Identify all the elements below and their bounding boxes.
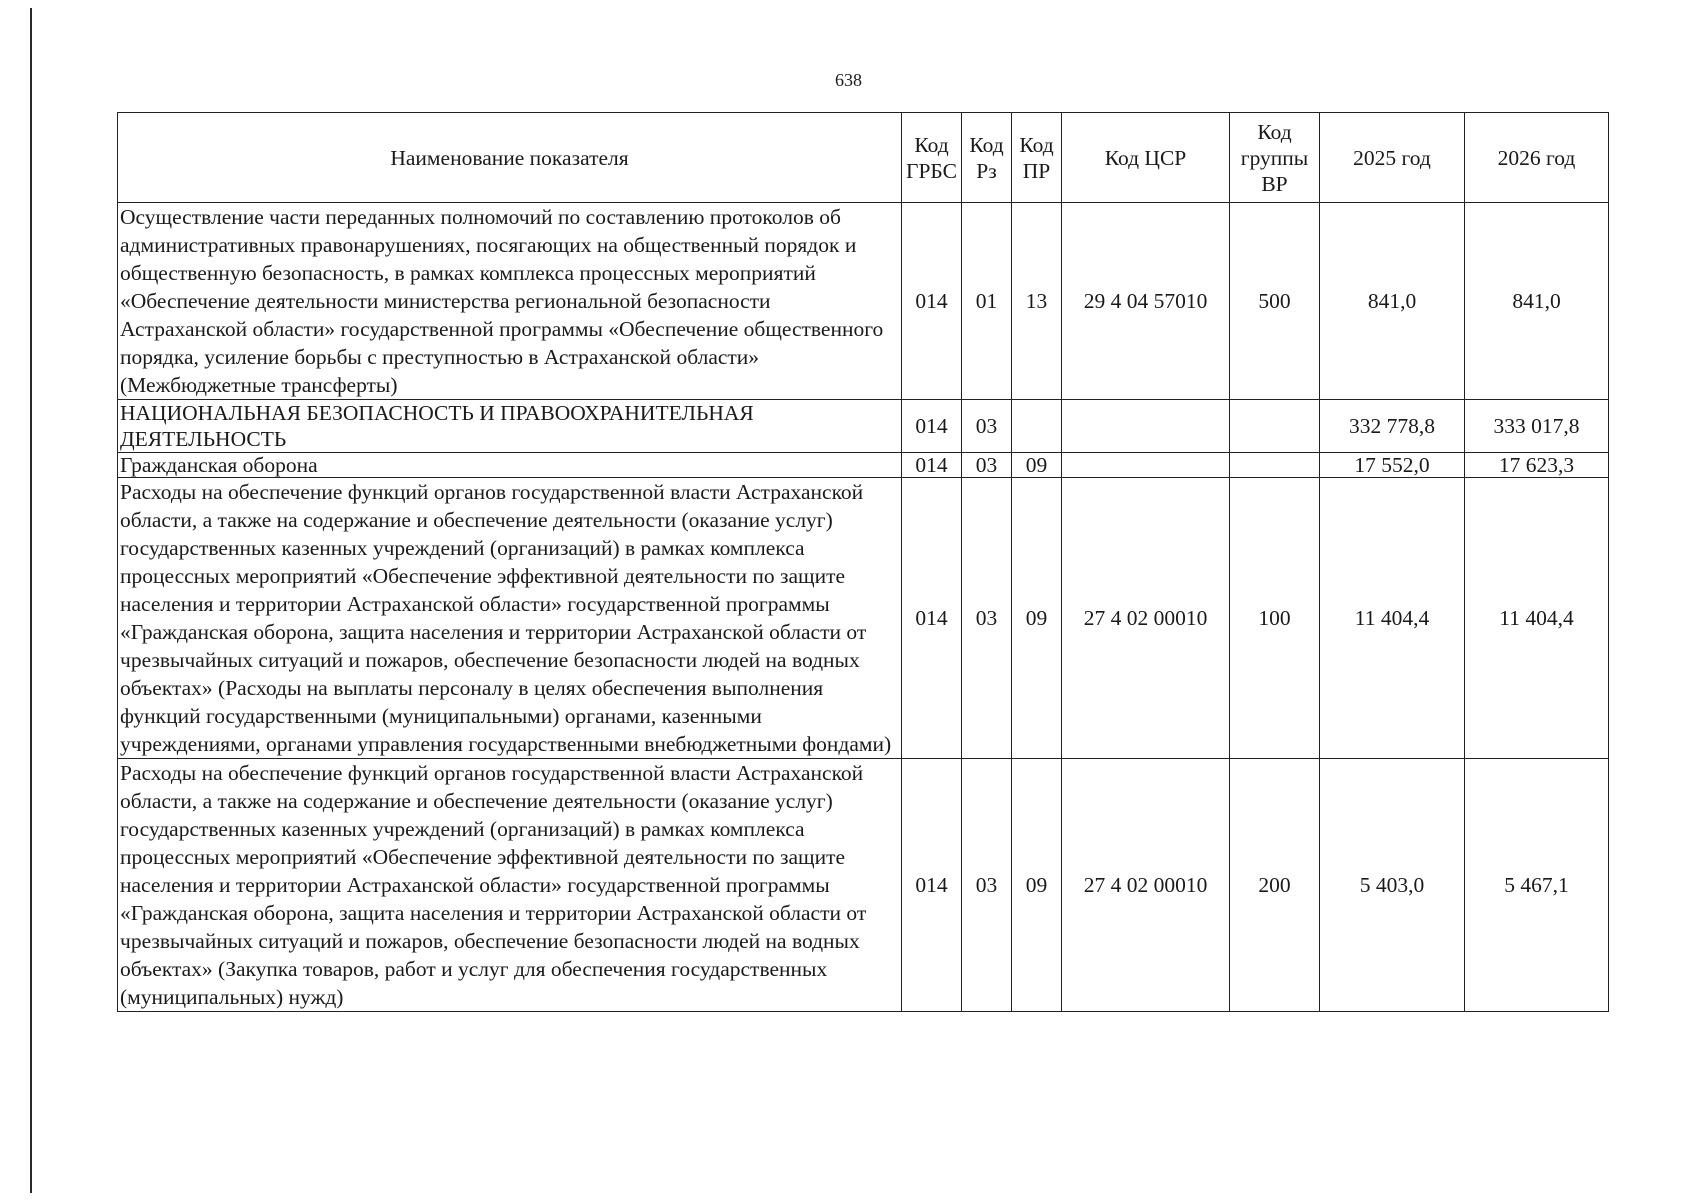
row-rz: 01 xyxy=(962,203,1012,400)
header-grbs: Код ГРБС xyxy=(902,113,962,203)
row-grbs: 014 xyxy=(902,400,962,453)
row-pr: 13 xyxy=(1012,203,1062,400)
table-row xyxy=(118,478,1609,759)
row-2026: 333 017,8 xyxy=(1465,400,1609,453)
header-rz: Код Рз xyxy=(962,113,1012,203)
row-csr: 27 4 02 00010 xyxy=(1062,478,1230,759)
row-2026: 5 467,1 xyxy=(1465,759,1609,1012)
table-header-row xyxy=(118,113,1609,203)
row-2026: 841,0 xyxy=(1465,203,1609,400)
row-rz: 03 xyxy=(962,759,1012,1012)
row-2025: 5 403,0 xyxy=(1320,759,1465,1012)
row-2026: 11 404,4 xyxy=(1465,478,1609,759)
header-pr: Код ПР xyxy=(1012,113,1062,203)
row-grbs: 014 xyxy=(902,453,962,478)
row-name: НАЦИОНАЛЬНАЯ БЕЗОПАСНОСТЬ И ПРАВООХРАНИТЕЛЬНАЯ ДЕЯТЕЛЬНОСТЬ xyxy=(118,400,902,453)
page-number: 638 xyxy=(835,70,862,90)
page-binding-line xyxy=(30,8,32,1193)
row-rz: 03 xyxy=(962,400,1012,453)
row-vr: 500 xyxy=(1230,203,1320,400)
row-grbs: 014 xyxy=(902,759,962,1012)
row-csr xyxy=(1062,400,1230,453)
row-grbs: 014 xyxy=(902,203,962,400)
row-pr: 09 xyxy=(1012,759,1062,1012)
row-name: Расходы на обеспечение функций органов государственной власти Астраханской области, а также на содержание и обеспечение деятельности (оказание услуг) государственных казенных учреждений (организаций) в рамках комплекса процессных мероприятий «Обеспечение эффективной деятельности по защите населения и территории Астраханской области» государственной программы «Гражданская оборона, защита населения и территории Астраханской области от чрезвычайных ситуаций и пожаров, обеспечение безопасности людей на водных объектах» (Закупка товаров, работ и услуг для обеспечения государственных (муниципальных) нужд) xyxy=(118,759,902,1012)
row-2025: 841,0 xyxy=(1320,203,1465,400)
row-name: Расходы на обеспечение функций органов государственной власти Астраханской области, а также на содержание и обеспечение деятельности (оказание услуг) государственных казенных учреждений (организаций) в рамках комплекса процессных мероприятий «Обеспечение эффективной деятельности по защите населения и территории Астраханской области» государственной программы «Гражданская оборона, защита населения и территории Астраханской области от чрезвычайных ситуаций и пожаров, обеспечение безопасности людей на водных объектах» (Расходы на выплаты персоналу в целях обеспечения выполнения функций государственными (муниципальными) органами, казенными учреждениями, органами управления государственными внебюджетными фондами) xyxy=(118,478,902,759)
row-vr: 100 xyxy=(1230,478,1320,759)
row-2026: 17 623,3 xyxy=(1465,453,1609,478)
row-2025: 11 404,4 xyxy=(1320,478,1465,759)
header-2026: 2026 год xyxy=(1465,113,1609,203)
header-name: Наименование показателя xyxy=(118,113,902,203)
header-2025: 2025 год xyxy=(1320,113,1465,203)
budget-table xyxy=(117,112,1609,1012)
row-vr xyxy=(1230,453,1320,478)
row-csr: 27 4 02 00010 xyxy=(1062,759,1230,1012)
row-csr: 29 4 04 57010 xyxy=(1062,203,1230,400)
row-csr xyxy=(1062,453,1230,478)
row-vr xyxy=(1230,400,1320,453)
row-2025: 17 552,0 xyxy=(1320,453,1465,478)
row-vr: 200 xyxy=(1230,759,1320,1012)
row-pr xyxy=(1012,400,1062,453)
row-rz: 03 xyxy=(962,478,1012,759)
row-pr: 09 xyxy=(1012,478,1062,759)
table-row xyxy=(118,759,1609,1012)
row-name: Осуществление части переданных полномочий по составлению протоколов об административных правонарушениях, посягающих на общественный порядок и общественную безопасность, в рамках комплекса процессных мероприятий «Обеспечение деятельности министерства региональной безопасности Астраханской области» государственной программы «Обеспечение общественного порядка, усиление борьбы с преступностью в Астраханской области» (Межбюджетные трансферты) xyxy=(118,203,902,400)
row-rz: 03 xyxy=(962,453,1012,478)
table-row xyxy=(118,203,1609,400)
table-row xyxy=(118,453,1609,478)
table-row xyxy=(118,400,1609,453)
header-csr: Код ЦСР xyxy=(1062,113,1230,203)
row-grbs: 014 xyxy=(902,478,962,759)
header-vr: Код группы ВР xyxy=(1230,113,1320,203)
row-pr: 09 xyxy=(1012,453,1062,478)
row-2025: 332 778,8 xyxy=(1320,400,1465,453)
row-name: Гражданская оборона xyxy=(118,453,902,478)
